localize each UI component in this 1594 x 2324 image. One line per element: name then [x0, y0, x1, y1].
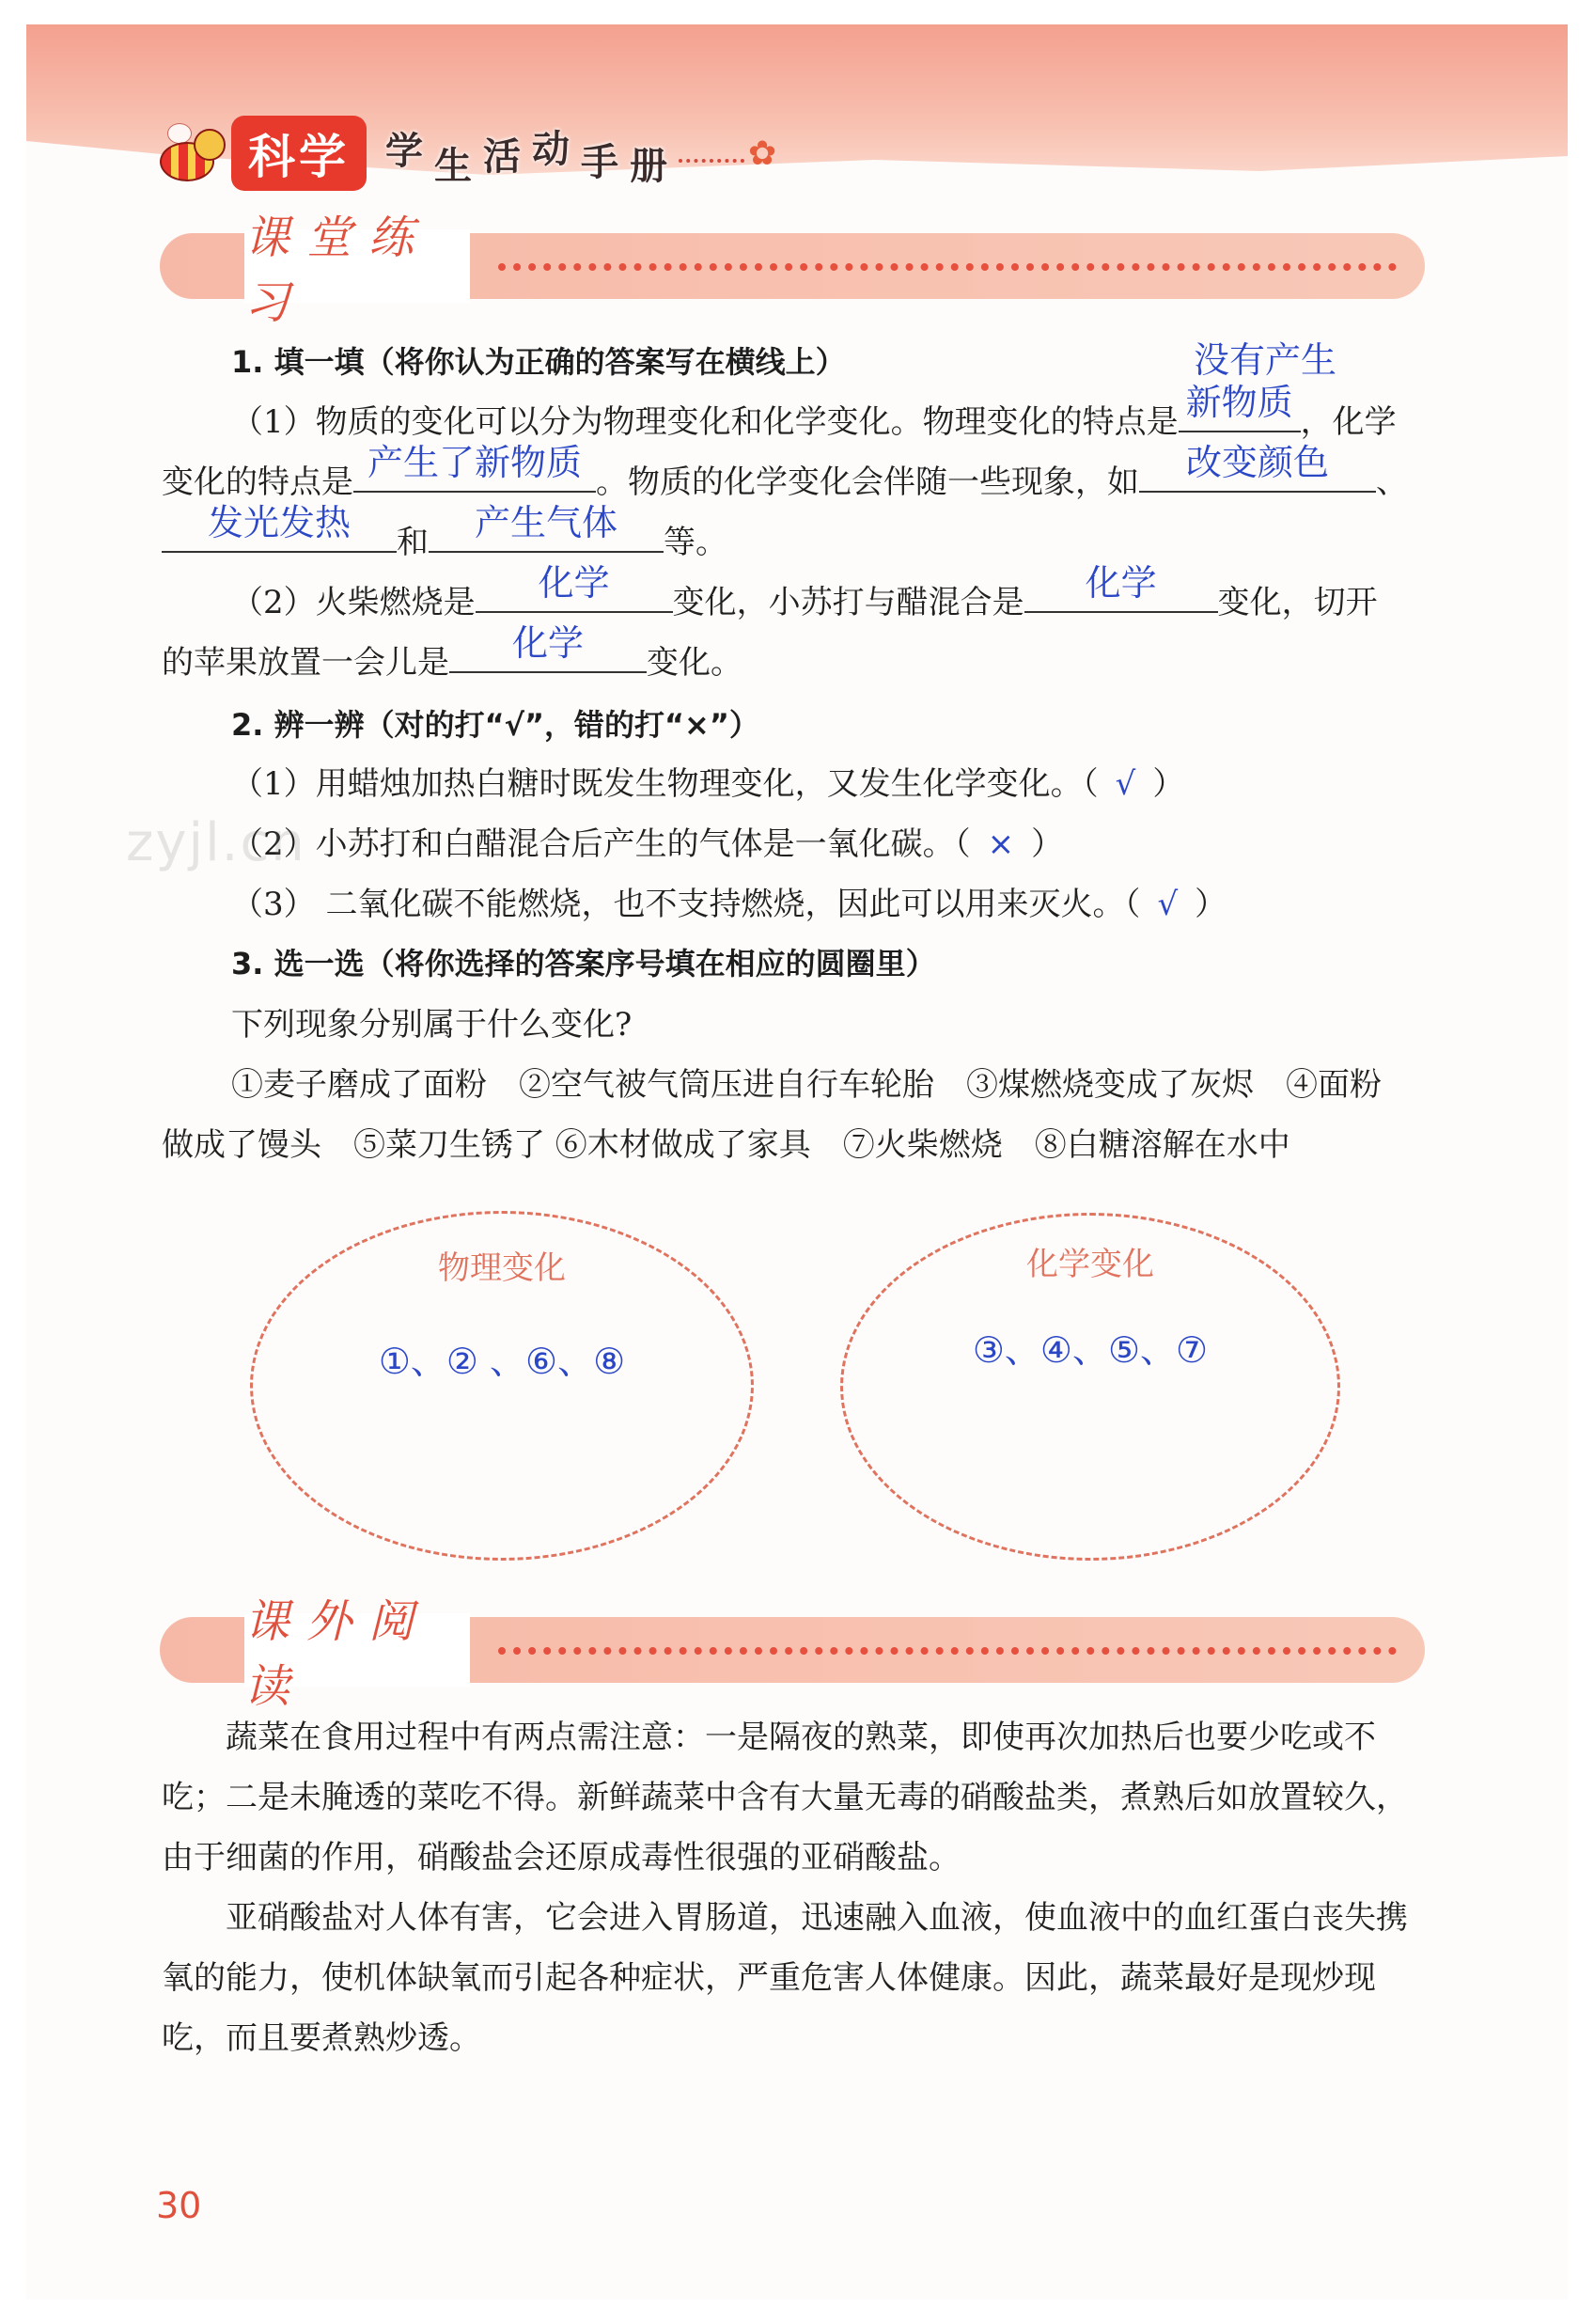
blank-phenomenon-3: 产生气体 — [429, 515, 664, 553]
answer-mark: × — [987, 825, 1015, 863]
q1-line-3: 发光发热 和 产生气体 等。 — [162, 515, 727, 562]
section-bar-reading — [160, 1595, 1425, 1713]
q3-prompt: 下列现象分别属于什么变化? — [231, 1006, 633, 1044]
question-1-title: 1. 填一填（将你认为正确的答案写在横线上） — [231, 344, 846, 380]
watermark: zyjl.cn — [126, 812, 306, 873]
reading-paragraph: 蔬菜在食用过程中有两点需注意：一是隔夜的熟菜，即使再次加热后也要少吃或不吃；二是未腌透的菜吃不得。新鲜蔬菜中含有大量无毒的硝酸盐类，煮熟后如放置较久，由于细菌的作用，硝酸盐会还原成毒性很强的亚硝酸盐。 — [162, 1719, 1408, 1876]
brand-sub-char: 学 — [385, 129, 423, 173]
q1-line-4: （2）火柴燃烧是 化学 变化，小苏打与醋混合是 化学 变化，切开 — [231, 562, 1378, 621]
oval-title: 物理变化 — [438, 1249, 566, 1287]
flower-icon: ✿ — [748, 133, 777, 173]
oval-physical-change — [250, 1211, 754, 1561]
q2-item: （3） 二氧化碳不能燃烧，也不支持燃烧，因此可以用来灭火。（ √ ） — [231, 886, 1227, 923]
oval-title: 化学变化 — [1026, 1246, 1154, 1283]
brand-subtitle — [380, 127, 777, 188]
blank-apple: 化学 — [449, 636, 647, 673]
brand-sub-char: 活 — [483, 134, 521, 179]
bee-icon — [150, 123, 226, 183]
answer-mark: √ — [1157, 886, 1179, 923]
brand-sub-char: 生 — [434, 144, 472, 188]
section-dots — [498, 263, 1397, 271]
reading-text — [162, 1707, 1432, 2068]
question-3-title: 3. 选一选（将你选择的答案序号填在相应的圆圈里） — [231, 946, 936, 981]
reading-paragraph: 亚硝酸盐对人体有害，它会进入胃肠道，迅速融入血液，使血液中的血红蛋白丧失携氧的能力，使机体缺氧而引起各种症状，严重危害人体健康。因此，蔬菜最好是现炒现吃，而且要煮熟炒透。 — [162, 1899, 1408, 2057]
oval-answer: ③、④、⑤、⑦ — [972, 1329, 1209, 1371]
oval-answer: ①、② 、⑥、⑧ — [378, 1341, 626, 1382]
blank-phenomenon-2: 发光发热 — [162, 515, 397, 553]
section-title: 课外阅读 — [244, 1595, 431, 1713]
section-dots — [498, 1647, 1397, 1655]
q1-line-5: 的苹果放置一会儿是 化学 变化。 — [162, 622, 742, 682]
brand-divider — [679, 159, 744, 163]
section-bar-practice — [160, 212, 1425, 329]
section-title: 课堂练习 — [244, 212, 431, 329]
question-2-title: 2. 辨一辨（对的打“√”，错的打“×”） — [231, 707, 759, 743]
q2-item: （2）小苏打和白醋混合后产生的气体是一氧化碳。（ × ） — [231, 825, 1064, 863]
brand-sub-char: 册 — [630, 144, 667, 188]
answer-physical-extra: 没有产生 — [1194, 339, 1337, 381]
page-number: 30 — [156, 2185, 202, 2226]
blank-chemical: 产生了新物质 — [353, 455, 596, 493]
oval-chemical-change — [840, 1213, 1340, 1561]
q2-item: （1）用蜡烛加热白糖时既发生物理变化，又发生化学变化。（ √ ） — [231, 765, 1185, 803]
q3-options-line-1: ①麦子磨成了面粉 ②空气被气筒压进自行车轮胎 ③煤燃烧变成了灰烬 ④面粉 — [231, 1066, 1382, 1104]
brand-sub-char: 动 — [532, 127, 570, 171]
q3-options-line-2: 做成了馒头 ⑤菜刀生锈了 ⑥木材做成了家具 ⑦火柴燃烧 ⑧白糖溶解在水中 — [162, 1126, 1290, 1164]
blank-physical: 新物质 — [1179, 395, 1301, 432]
blank-soda: 化学 — [1024, 575, 1218, 613]
blank-match: 化学 — [476, 575, 673, 613]
answer-mark: √ — [1115, 765, 1136, 803]
brand-header — [150, 111, 776, 196]
brand-sub-char: 手 — [581, 140, 618, 184]
q1-line-1: （1）物质的变化可以分为物理变化和化学变化。物理变化的特点是 新物质 ，化学 — [231, 382, 1397, 441]
brand-title: 科学 — [231, 116, 367, 191]
q1-line-2: 变化的特点是 产生了新物质 。物质的化学变化会伴随一些现象，如 改变颜色 、 — [162, 442, 1408, 501]
blank-phenomenon-1: 改变颜色 — [1139, 455, 1376, 493]
